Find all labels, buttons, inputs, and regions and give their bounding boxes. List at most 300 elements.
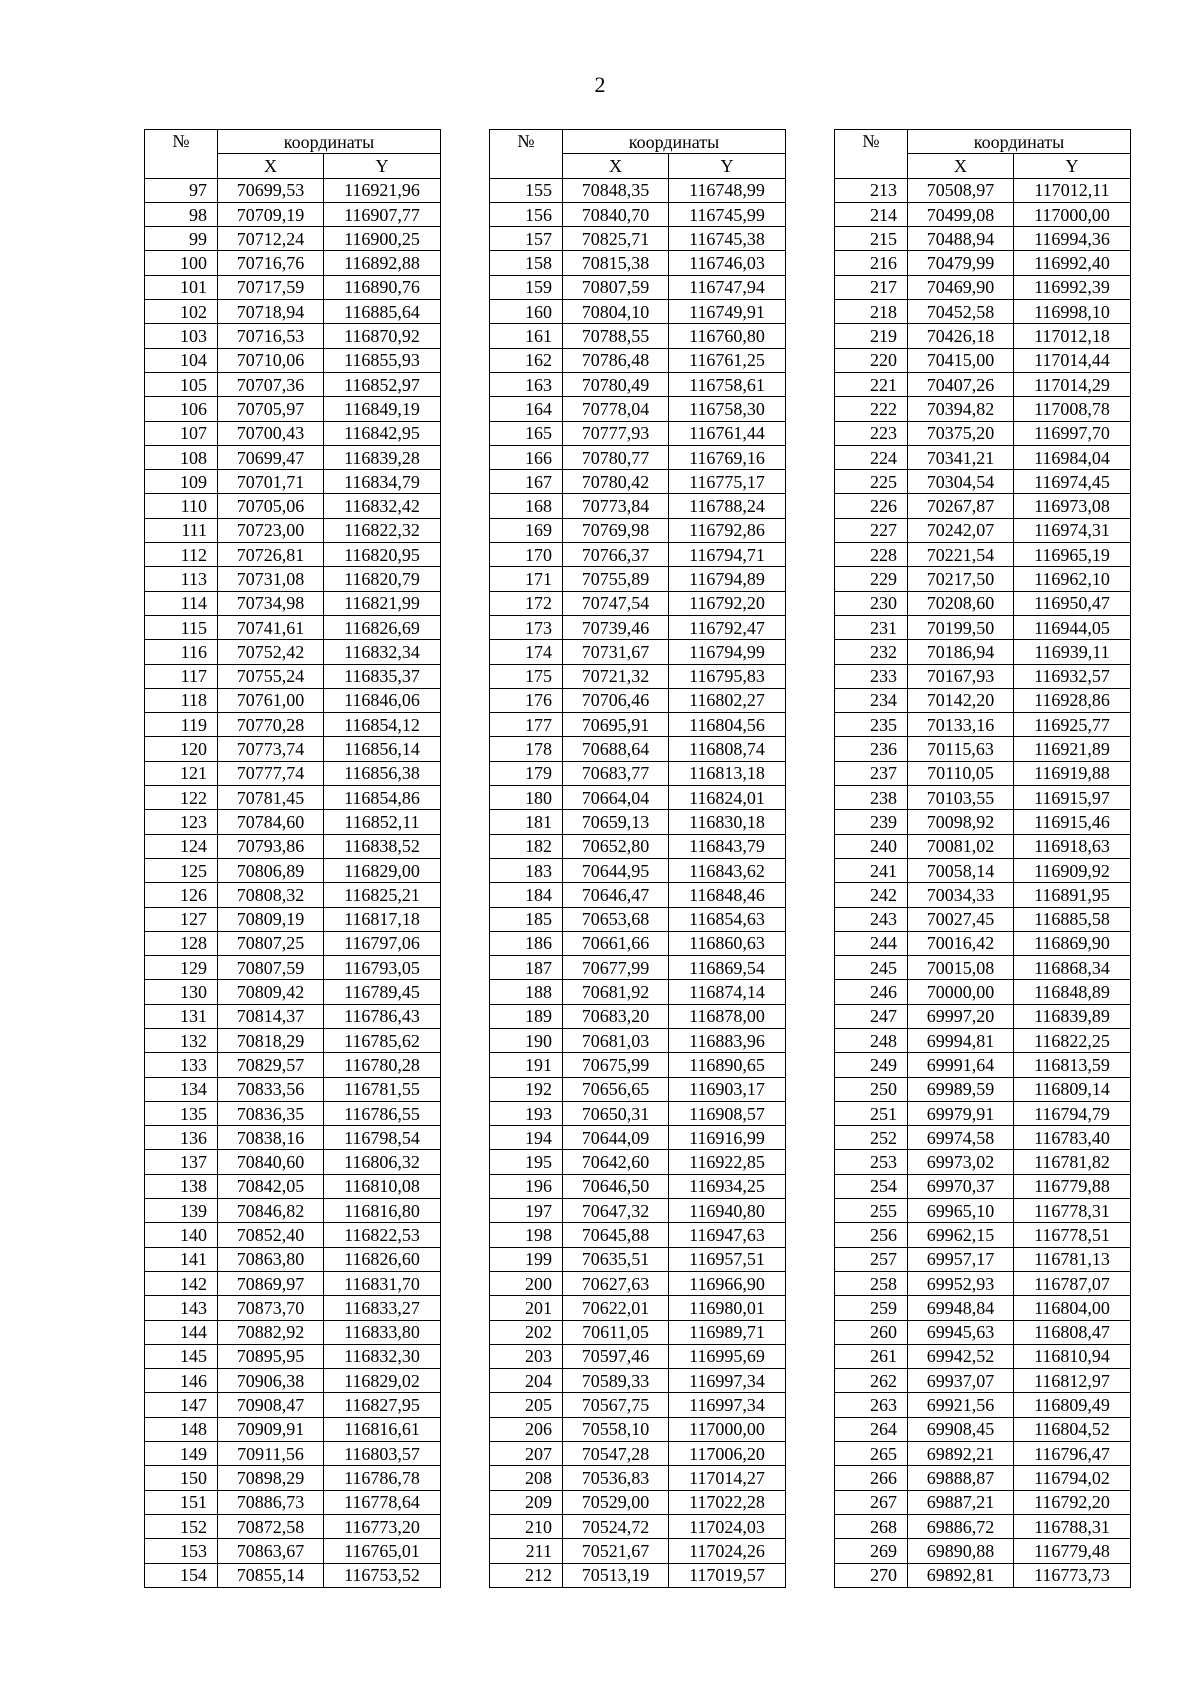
y-coordinate: 116854,12 <box>324 713 441 737</box>
y-coordinate: 116957,51 <box>669 1247 786 1271</box>
x-coordinate: 69997,20 <box>908 1004 1014 1028</box>
table-row <box>145 640 441 664</box>
x-coordinate: 69970,37 <box>908 1174 1014 1198</box>
y-coordinate: 116925,77 <box>1014 713 1131 737</box>
y-coordinate: 116796,47 <box>1014 1442 1131 1466</box>
point-number: 226 <box>835 494 908 518</box>
table-row <box>145 470 441 494</box>
x-coordinate: 70529,00 <box>563 1490 669 1514</box>
point-number: 224 <box>835 445 908 469</box>
table-row <box>490 251 786 275</box>
point-number: 116 <box>145 640 218 664</box>
table-row <box>490 1199 786 1223</box>
table-row <box>145 348 441 372</box>
x-coordinate: 70635,51 <box>563 1247 669 1271</box>
table-row <box>145 737 441 761</box>
point-number: 156 <box>490 202 563 226</box>
table-row <box>145 1320 441 1344</box>
y-coordinate: 116998,10 <box>1014 300 1131 324</box>
table-row <box>835 178 1131 202</box>
table-row <box>145 615 441 639</box>
table-row <box>490 1539 786 1563</box>
coordinates-header: координаты <box>563 130 786 154</box>
table-row <box>145 1442 441 1466</box>
x-coordinate: 69952,93 <box>908 1271 1014 1295</box>
table-row <box>145 421 441 445</box>
x-coordinate: 70304,54 <box>908 470 1014 494</box>
x-coordinate: 70761,00 <box>218 688 324 712</box>
x-coordinate: 70793,86 <box>218 834 324 858</box>
y-coordinate: 116789,45 <box>324 980 441 1004</box>
table-row <box>490 640 786 664</box>
x-coordinate: 70716,76 <box>218 251 324 275</box>
point-number: 159 <box>490 275 563 299</box>
table-row <box>145 275 441 299</box>
point-number: 180 <box>490 786 563 810</box>
x-coordinate: 69991,64 <box>908 1053 1014 1077</box>
y-coordinate: 116883,96 <box>669 1028 786 1052</box>
table-row <box>145 1028 441 1052</box>
point-number: 132 <box>145 1028 218 1052</box>
point-number: 142 <box>145 1271 218 1295</box>
point-number: 155 <box>490 178 563 202</box>
y-coordinate: 116794,71 <box>669 543 786 567</box>
point-number: 192 <box>490 1077 563 1101</box>
point-number: 171 <box>490 567 563 591</box>
x-coordinate: 70716,53 <box>218 324 324 348</box>
x-coordinate: 70469,90 <box>908 275 1014 299</box>
point-number: 135 <box>145 1101 218 1125</box>
table-row <box>490 421 786 445</box>
table-row <box>145 300 441 324</box>
x-coordinate: 70645,88 <box>563 1223 669 1247</box>
table-row <box>145 931 441 955</box>
x-coordinate: 70718,94 <box>218 300 324 324</box>
point-number: 117 <box>145 664 218 688</box>
x-coordinate: 69962,15 <box>908 1223 1014 1247</box>
x-coordinate: 70488,94 <box>908 227 1014 251</box>
y-coordinate: 116939,11 <box>1014 640 1131 664</box>
point-number: 183 <box>490 858 563 882</box>
table-row <box>145 907 441 931</box>
x-coordinate: 70863,67 <box>218 1539 324 1563</box>
y-coordinate: 116878,00 <box>669 1004 786 1028</box>
x-coordinate: 69892,21 <box>908 1442 1014 1466</box>
point-number: 200 <box>490 1271 563 1295</box>
table-row <box>490 178 786 202</box>
table-row <box>490 1490 786 1514</box>
point-number: 150 <box>145 1466 218 1490</box>
y-coordinate: 116856,14 <box>324 737 441 761</box>
table-row <box>490 1126 786 1150</box>
x-coordinate: 70731,67 <box>563 640 669 664</box>
point-number: 250 <box>835 1077 908 1101</box>
y-coordinate: 116778,31 <box>1014 1199 1131 1223</box>
x-coordinate: 70683,77 <box>563 761 669 785</box>
y-coordinate: 116892,88 <box>324 251 441 275</box>
table-row <box>490 324 786 348</box>
table-row <box>490 1320 786 1344</box>
y-coordinate: 116890,65 <box>669 1053 786 1077</box>
y-coordinate: 116785,62 <box>324 1028 441 1052</box>
y-coordinate: 116854,86 <box>324 786 441 810</box>
y-coordinate: 116809,49 <box>1014 1393 1131 1417</box>
coordinates-table-3 <box>834 129 1131 1588</box>
y-coordinate: 116838,52 <box>324 834 441 858</box>
x-coordinate: 70110,05 <box>908 761 1014 785</box>
table-row <box>835 737 1131 761</box>
x-coordinate: 70784,60 <box>218 810 324 834</box>
y-coordinate: 116997,70 <box>1014 421 1131 445</box>
y-coordinate: 116834,79 <box>324 470 441 494</box>
table-row <box>835 1150 1131 1174</box>
table-row <box>835 810 1131 834</box>
table-row <box>835 907 1131 931</box>
x-coordinate: 70781,45 <box>218 786 324 810</box>
point-number: 166 <box>490 445 563 469</box>
point-number: 129 <box>145 956 218 980</box>
point-number: 220 <box>835 348 908 372</box>
point-number: 103 <box>145 324 218 348</box>
point-number: 254 <box>835 1174 908 1198</box>
coordinates-header: координаты <box>908 130 1131 154</box>
table-row <box>835 761 1131 785</box>
point-number: 133 <box>145 1053 218 1077</box>
x-coordinate: 70833,56 <box>218 1077 324 1101</box>
point-number: 234 <box>835 688 908 712</box>
point-number: 139 <box>145 1199 218 1223</box>
x-coordinate: 70863,80 <box>218 1247 324 1271</box>
point-number: 173 <box>490 615 563 639</box>
y-coordinate: 116826,60 <box>324 1247 441 1271</box>
x-coordinate: 70659,13 <box>563 810 669 834</box>
x-coordinate: 70906,38 <box>218 1369 324 1393</box>
x-coordinate: 70664,04 <box>563 786 669 810</box>
x-coordinate: 70840,70 <box>563 202 669 226</box>
table-row <box>145 494 441 518</box>
table-row <box>490 227 786 251</box>
x-coordinate: 70098,92 <box>908 810 1014 834</box>
y-coordinate: 116995,69 <box>669 1344 786 1368</box>
x-coordinate: 69887,21 <box>908 1490 1014 1514</box>
point-number: 115 <box>145 615 218 639</box>
point-number: 152 <box>145 1514 218 1538</box>
table-row <box>145 664 441 688</box>
table-row <box>145 251 441 275</box>
table-row <box>145 1271 441 1295</box>
table-row <box>835 1563 1131 1587</box>
point-number: 169 <box>490 518 563 542</box>
y-coordinate: 116781,82 <box>1014 1150 1131 1174</box>
point-number: 127 <box>145 907 218 931</box>
table-row <box>490 202 786 226</box>
table-row <box>145 810 441 834</box>
point-number: 110 <box>145 494 218 518</box>
point-number: 198 <box>490 1223 563 1247</box>
y-coordinate: 116813,59 <box>1014 1053 1131 1077</box>
x-coordinate: 70911,56 <box>218 1442 324 1466</box>
table-row <box>835 713 1131 737</box>
x-coordinate: 70375,20 <box>908 421 1014 445</box>
y-header: Y <box>1014 154 1131 178</box>
x-coordinate: 70699,53 <box>218 178 324 202</box>
table-row <box>145 1514 441 1538</box>
point-number: 235 <box>835 713 908 737</box>
table-row <box>835 300 1131 324</box>
x-coordinate: 70027,45 <box>908 907 1014 931</box>
point-number: 105 <box>145 372 218 396</box>
y-coordinate: 116761,25 <box>669 348 786 372</box>
x-coordinate: 69979,91 <box>908 1101 1014 1125</box>
x-coordinate: 70656,65 <box>563 1077 669 1101</box>
y-coordinate: 116832,42 <box>324 494 441 518</box>
point-number: 130 <box>145 980 218 1004</box>
point-number: 251 <box>835 1101 908 1125</box>
x-coordinate: 69957,17 <box>908 1247 1014 1271</box>
y-coordinate: 116869,54 <box>669 956 786 980</box>
point-number: 261 <box>835 1344 908 1368</box>
table-row <box>490 858 786 882</box>
x-coordinate: 70842,05 <box>218 1174 324 1198</box>
x-coordinate: 70786,48 <box>563 348 669 372</box>
y-coordinate: 116890,76 <box>324 275 441 299</box>
x-coordinate: 70809,42 <box>218 980 324 1004</box>
table-row <box>490 1004 786 1028</box>
x-coordinate: 70734,98 <box>218 591 324 615</box>
y-coordinate: 116780,28 <box>324 1053 441 1077</box>
point-number: 243 <box>835 907 908 931</box>
point-number: 238 <box>835 786 908 810</box>
y-coordinate: 116802,27 <box>669 688 786 712</box>
y-coordinate: 116808,74 <box>669 737 786 761</box>
y-coordinate: 116822,25 <box>1014 1028 1131 1052</box>
table-row <box>835 1344 1131 1368</box>
table-row <box>835 664 1131 688</box>
table-row <box>145 1199 441 1223</box>
point-number: 206 <box>490 1417 563 1441</box>
table-row <box>835 1271 1131 1295</box>
point-number: 161 <box>490 324 563 348</box>
x-coordinate: 70898,29 <box>218 1466 324 1490</box>
table-row <box>145 518 441 542</box>
table-row <box>835 1126 1131 1150</box>
table-row <box>835 494 1131 518</box>
x-coordinate: 70712,24 <box>218 227 324 251</box>
y-coordinate: 116915,97 <box>1014 786 1131 810</box>
point-number: 165 <box>490 421 563 445</box>
y-coordinate: 116885,64 <box>324 300 441 324</box>
table-row <box>490 275 786 299</box>
y-coordinate: 116829,02 <box>324 1369 441 1393</box>
y-coordinate: 116778,64 <box>324 1490 441 1514</box>
x-coordinate: 70058,14 <box>908 858 1014 882</box>
table-row <box>835 1247 1131 1271</box>
x-coordinate: 70341,21 <box>908 445 1014 469</box>
table-row <box>835 883 1131 907</box>
x-coordinate: 70016,42 <box>908 931 1014 955</box>
y-coordinate: 117012,18 <box>1014 324 1131 348</box>
point-number: 143 <box>145 1296 218 1320</box>
table-row <box>490 300 786 324</box>
x-coordinate: 70780,77 <box>563 445 669 469</box>
y-coordinate: 116842,95 <box>324 421 441 445</box>
table-row <box>145 1247 441 1271</box>
table-row <box>145 1466 441 1490</box>
point-number: 108 <box>145 445 218 469</box>
x-coordinate: 70142,20 <box>908 688 1014 712</box>
table-row <box>490 567 786 591</box>
x-coordinate: 70524,72 <box>563 1514 669 1538</box>
table-row <box>145 445 441 469</box>
y-coordinate: 116779,48 <box>1014 1539 1131 1563</box>
y-coordinate: 116974,31 <box>1014 518 1131 542</box>
y-coordinate: 116997,34 <box>669 1369 786 1393</box>
point-number: 202 <box>490 1320 563 1344</box>
point-number: 122 <box>145 786 218 810</box>
x-coordinate: 70707,36 <box>218 372 324 396</box>
point-number: 242 <box>835 883 908 907</box>
x-coordinate: 70700,43 <box>218 421 324 445</box>
table-row <box>145 372 441 396</box>
point-number: 218 <box>835 300 908 324</box>
x-coordinate: 70115,63 <box>908 737 1014 761</box>
x-coordinate: 70267,87 <box>908 494 1014 518</box>
point-number: 140 <box>145 1223 218 1247</box>
x-coordinate: 70646,47 <box>563 883 669 907</box>
point-number: 136 <box>145 1126 218 1150</box>
y-coordinate: 117008,78 <box>1014 397 1131 421</box>
x-coordinate: 70675,99 <box>563 1053 669 1077</box>
point-number: 214 <box>835 202 908 226</box>
table-row <box>835 1028 1131 1052</box>
point-number: 131 <box>145 1004 218 1028</box>
table-row <box>835 980 1131 1004</box>
x-header: X <box>563 154 669 178</box>
x-coordinate: 70681,92 <box>563 980 669 1004</box>
point-number: 181 <box>490 810 563 834</box>
point-number: 232 <box>835 640 908 664</box>
point-number: 210 <box>490 1514 563 1538</box>
point-number: 160 <box>490 300 563 324</box>
table-row <box>835 1490 1131 1514</box>
point-number: 252 <box>835 1126 908 1150</box>
table-row <box>490 1466 786 1490</box>
point-number: 109 <box>145 470 218 494</box>
y-coordinate: 116909,92 <box>1014 858 1131 882</box>
x-coordinate: 69965,10 <box>908 1199 1014 1223</box>
point-number: 263 <box>835 1393 908 1417</box>
table-row <box>490 615 786 639</box>
x-coordinate: 70836,35 <box>218 1101 324 1125</box>
table-row <box>490 470 786 494</box>
x-coordinate: 70710,06 <box>218 348 324 372</box>
point-number: 162 <box>490 348 563 372</box>
table-row <box>835 1442 1131 1466</box>
y-coordinate: 116788,31 <box>1014 1514 1131 1538</box>
point-number: 269 <box>835 1539 908 1563</box>
table-row <box>490 494 786 518</box>
y-coordinate: 116992,40 <box>1014 251 1131 275</box>
table-row <box>835 348 1131 372</box>
x-coordinate: 70855,14 <box>218 1563 324 1587</box>
x-coordinate: 70407,26 <box>908 372 1014 396</box>
table-row <box>145 883 441 907</box>
x-coordinate: 70622,01 <box>563 1296 669 1320</box>
y-coordinate: 116747,94 <box>669 275 786 299</box>
x-coordinate: 70589,33 <box>563 1369 669 1393</box>
table-row <box>145 1296 441 1320</box>
x-coordinate: 70221,54 <box>908 543 1014 567</box>
point-number: 138 <box>145 1174 218 1198</box>
x-coordinate: 70567,75 <box>563 1393 669 1417</box>
point-number: 229 <box>835 567 908 591</box>
table-row <box>490 1174 786 1198</box>
y-coordinate: 116745,38 <box>669 227 786 251</box>
x-coordinate: 70217,50 <box>908 567 1014 591</box>
point-number: 253 <box>835 1150 908 1174</box>
table-row <box>145 543 441 567</box>
point-number: 145 <box>145 1344 218 1368</box>
x-coordinate: 70479,99 <box>908 251 1014 275</box>
table-row <box>490 664 786 688</box>
point-number: 193 <box>490 1101 563 1125</box>
point-number: 270 <box>835 1563 908 1587</box>
x-coordinate: 70852,40 <box>218 1223 324 1247</box>
x-coordinate: 70000,00 <box>908 980 1014 1004</box>
x-coordinate: 70597,46 <box>563 1344 669 1368</box>
point-number: 213 <box>835 178 908 202</box>
y-coordinate: 117024,03 <box>669 1514 786 1538</box>
y-coordinate: 116989,71 <box>669 1320 786 1344</box>
table-row <box>145 761 441 785</box>
x-coordinate: 70644,95 <box>563 858 669 882</box>
y-coordinate: 116830,18 <box>669 810 786 834</box>
point-number: 123 <box>145 810 218 834</box>
y-coordinate: 117006,20 <box>669 1442 786 1466</box>
point-number: 265 <box>835 1442 908 1466</box>
y-coordinate: 116848,46 <box>669 883 786 907</box>
x-coordinate: 70872,58 <box>218 1514 324 1538</box>
x-coordinate: 70103,55 <box>908 786 1014 810</box>
point-number: 102 <box>145 300 218 324</box>
x-coordinate: 70788,55 <box>563 324 669 348</box>
point-number: 207 <box>490 1442 563 1466</box>
y-coordinate: 116816,61 <box>324 1417 441 1441</box>
y-coordinate: 116839,89 <box>1014 1004 1131 1028</box>
table-row <box>835 1320 1131 1344</box>
x-coordinate: 70721,32 <box>563 664 669 688</box>
point-number: 184 <box>490 883 563 907</box>
point-number: 126 <box>145 883 218 907</box>
coordinates-header: координаты <box>218 130 441 154</box>
x-coordinate: 70895,95 <box>218 1344 324 1368</box>
y-coordinate: 116919,88 <box>1014 761 1131 785</box>
x-coordinate: 70706,46 <box>563 688 669 712</box>
x-coordinate: 70818,29 <box>218 1028 324 1052</box>
x-coordinate: 70646,50 <box>563 1174 669 1198</box>
table-row <box>490 1369 786 1393</box>
table-row <box>835 251 1131 275</box>
table-row <box>145 1490 441 1514</box>
table-row <box>490 397 786 421</box>
point-number: 267 <box>835 1490 908 1514</box>
x-coordinate: 70167,93 <box>908 664 1014 688</box>
x-coordinate: 70661,66 <box>563 931 669 955</box>
point-number: 141 <box>145 1247 218 1271</box>
y-coordinate: 116794,02 <box>1014 1466 1131 1490</box>
x-header: X <box>908 154 1014 178</box>
x-coordinate: 70848,35 <box>563 178 669 202</box>
